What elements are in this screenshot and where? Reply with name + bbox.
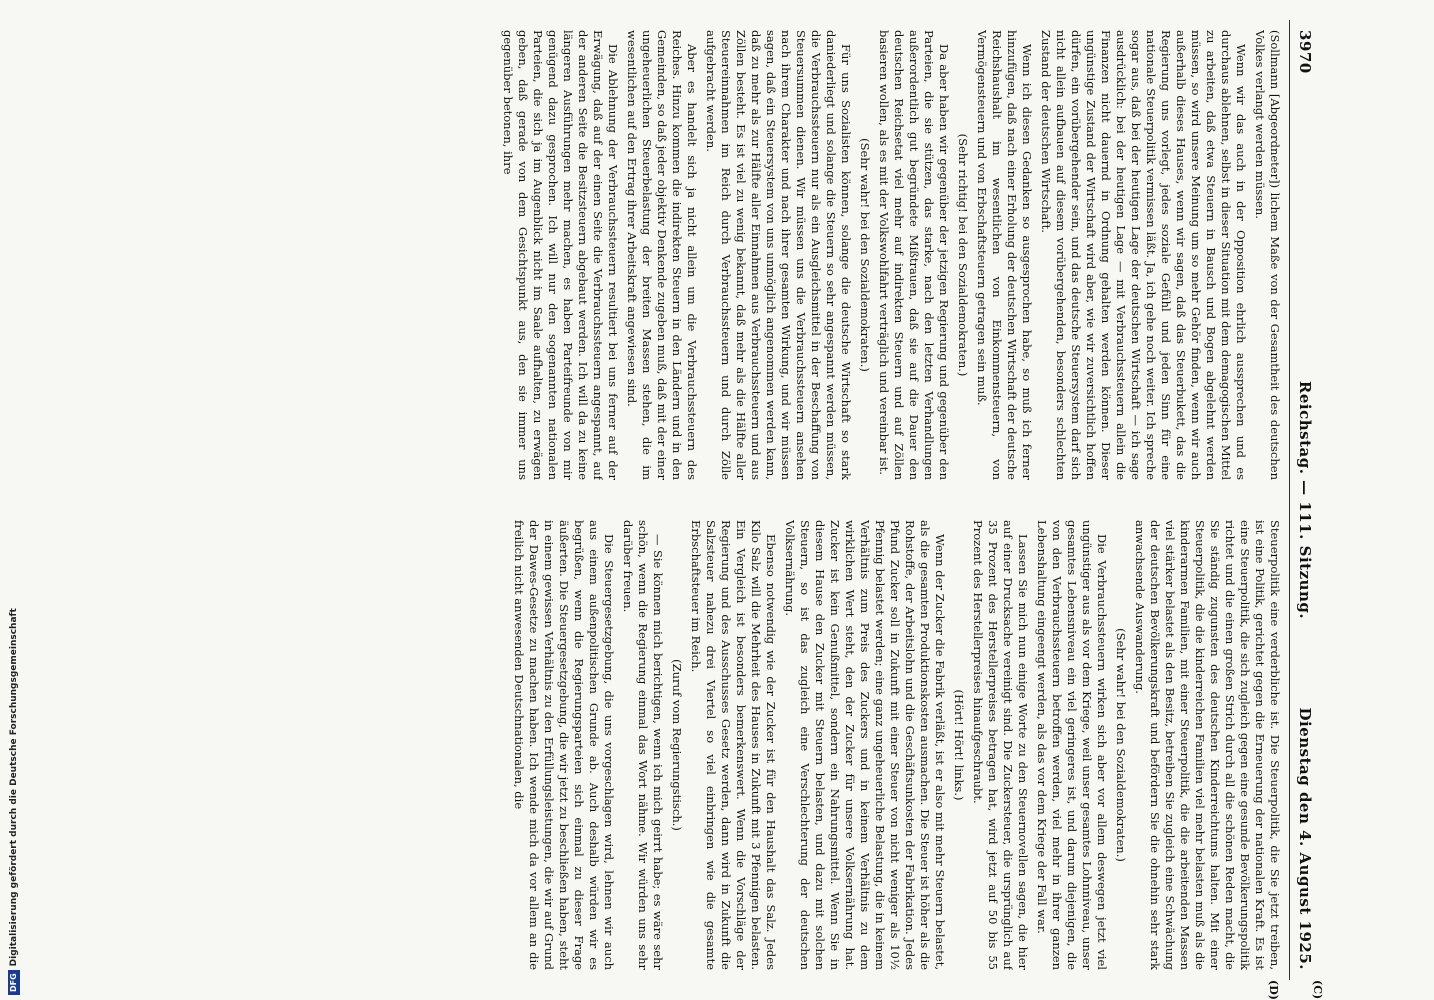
left-column bbox=[102, 30, 1282, 480]
paragraph: Steuerpolitik eine verderbliche ist. Die Steuerpolitik, die Sie jetzt treiben, ist eine Politik, gerichtet gegen die Erneuerung der nationalen Kraft. Es ist eine Steuerpolitik, die sich zugleich gegen eine gesunde Bevölkerungspolitik richtet und die einen großen Strich durch all die schönen Reden macht, die Sie ständig zugunsten des deutschen Kinderreichtums halten. Mit einer Steuerpolitik, die die kinderreichen Familien viel mehr belasten muß als die kinderarmen Familien, mit einer Steuerpolitik, die die arbeitenden Massen viel stärker belastet als den Besitz, betreiben Sie zugleich eine Schwächung der deutschen Bevölkerungskraft und befördern Sie die ohnehin sehr stark anwachsende Auswanderung. bbox=[1133, 520, 1282, 970]
paragraph: Aber es handelt sich ja nicht allein um die Verbrauchssteuern des Reiches. Hinzu kommen die indirekten Steuern in den Ländern und in den Gemeinden, so daß jeder objektiv Denkende zugeben muß, daß mit der einer ungeheuerlichen Steuerbelastung der breiten Massen stehen, die im wesentlichen auf den Ertrag ihrer Arbeitskraft angewiesen sind. bbox=[625, 30, 699, 480]
interjection: (Sehr wahr! bei den Sozialdemokraten.) bbox=[858, 138, 872, 372]
paragraph: Die Steuergesetzgebung, die uns vorgeschlagen wird, lehnen wir auch aus einem außenpolitischen Grunde ab. Auch deshalb würden wir es begrüßen, wenn die Regierungsparteien sich einmal zu dieser Frage äußerten. Die Steuergesetzgebung, die wir jetzt zu beschließen haben, steht in einem gewissen Verhältnis zu den Erfüllungsleistungen, die wir auf Grund der Dawes-Gesetze zu machen haben. Ich wende mich da vor allem an die freilich nicht anwesenden Deutschnationalen, die bbox=[512, 520, 616, 970]
paragraph: (Sollmann [Abgeordneter]) lichem Maße von der Gesamtheit des deutschen Volkes verlangt werden müssen. bbox=[1253, 30, 1282, 480]
rotated-page bbox=[90, 20, 1324, 1000]
paragraph: Da aber haben wir gegenüber der jetzigen Regierung und gegenüber den Parteien, die sie stützen, das starke, nach den letzten Verhandlungen außerordentlich gut begründete Mißtrauen, daß sie auf die Dauer den deutschen Reichsetat viel mehr auf indirekten Steuern und auf Zöllen basieren wollen, als es mit der Volkswohlfahrt verträglich und vereinbar ist. bbox=[877, 30, 951, 480]
page-title: Reichstag. — 111. Sitzung. bbox=[1296, 380, 1314, 620]
header-rule bbox=[1289, 20, 1290, 980]
paragraph: — Sie können mich berichtigen, wenn ich mich geirrt habe; es wäre sehr schön, wenn die Regierung einmal das Wort nähme. Wir würden uns sehr darüber freuen. bbox=[621, 520, 665, 970]
paragraph: Die Ablehnung der Verbrauchssteuern resultiert bei uns ferner auf der Erwägung, daß auf der einen Seite die Verbrauchssteuern angespannt, auf der anderen Seite die Besitzsteuern abgebaut werden. Ich will da zu keine längeren Ausführungen mehr machen, es haben Parteifreunde von mir genügend dazu gesprochen. Ich will nur den sogenannten nationalen Parteien, die sich ja im Augenblick nicht im Saale aufhalten, zu erwägen geben, daß gerade von dem Gesichtspunkt aus, den sie immer uns gegenüber betonen, ihre bbox=[501, 30, 620, 480]
paragraph: Für uns Sozialisten können, solange die deutsche Wirtschaft so stark daniederliegt und solange die Steuern so sehr angespannt werden müssen, die Verbrauchssteuern nur als ein Ausgleichsmittel in der Beschaffung von Steuersummen dienen. Wir müssen uns die Verbrauchssteuern ansehen nach ihrem Charakter und nach ihrer gesamten Wirkung, und wir müssen sagen, daß ein Steuersystem von uns unmöglich angenommen werden kann, daß zu mehr als zur Hälfte aller Einnahmen aus Verbrauchssteuern und aus Zöllen besteht. Es ist viel zu wenig bekannt, daß mehr als die Hälfte aller Steuereinnahmen im Reich durch Verbrauchssteuern und durch Zölle aufgebracht werden. bbox=[704, 30, 853, 480]
paragraph: Die Verbrauchssteuern wirken sich aber vor allem deswegen jetzt viel ungünstiger aus als vor dem Kriege, weil unser gesamtes Lohnniveau, unser gesamtes Lebensniveau ein viel geringeres ist, und darum diejenigen, die von den Verbrauchssteuern betroffen werden, viel mehr in ihrer ganzen Lebenshaltung eingeengt werden, als das vor dem Kriege der Fall war. bbox=[1035, 520, 1109, 970]
funding-note bbox=[6, 10, 22, 995]
paragraph: Lassen Sie mich nun einige Worte zu den Steuernovellen sagen, die hier auf einer Drucksache vereinigt sind. Die Zuckersteuer, die ursprünglich auf 35 Prozent des Herstellerpreises betragen hat, wird jetzt auf 50 bis 55 Prozent des Herstellerpreises hinaufgeschraubt. bbox=[971, 520, 1030, 970]
funding-text: Digitalisierung gefördert durch die Deutsche Forschungsgemeinschaft bbox=[9, 608, 19, 967]
interjection: (Sehr wahr! bei den Sozialdemokraten.) bbox=[1114, 628, 1128, 862]
paragraph: Ebenso notwendig wie der Zucker ist für den Haushalt das Salz. Jedes Kilo Salz will die Mehrheit des Hauses in Zukunft mit 3 Pfennigen belasten. Ein Vergleich ist besonders bemerkenswert. Wenn die Vorschläge der Regierung und des Ausschusses Gesetz werden, dann wird in Zukunft die Salzsteuer nahezu drei Viertel so viel einbringen wie die gesamte Erbschaftsteuer im Reich. bbox=[689, 520, 778, 970]
right-column bbox=[102, 520, 1282, 970]
paragraph: Wenn der Zucker die Fabrik verläßt, ist er also mit mehr Steuern belastet, als die gesamten Produktionskosten ausmachen. Die Steuer ist höher als die Rohstoffe, der Arbeitslohn und die Geschäftsunkosten der Fabrikation. Jedes Pfund Zucker soll in Zukunft mit einer Steuer von nicht weniger als 10½ Pfennig belastet werden; eine ganz ungeheuerliche Belastung, die in keinem Verhältnis zum Preis des Zuckers und in keinem Verhältnis zu dem wirklichen Wert steht, den der Zucker für unsere Volksernährung hat. Zucker ist kein Genußmittel, sondern ein Nahrungsmittel. Wenn Sie in diesem Hause den Zucker mit Steuern belasten, und dazu mit solchen Steuern, so ist das zugleich eine Verschlechterung der deutschen Volksernährung. bbox=[783, 520, 947, 970]
interjection: (Zuruf vom Regierungstisch.) bbox=[670, 659, 684, 831]
paragraph: Wenn ich diesen Gedanken so ausgesprochen habe, so muß ich ferner hinzufügen, daß nach einer Erholung der deutschen Wirtschaft der deutsche Reichshaushalt im wesentlichen von Einkommensteuern, von Vermögensteuern und von Erbschaftsteuern getragen sein muß. bbox=[975, 30, 1034, 480]
interjection: (Sehr richtig! bei den Sozialdemokraten.) bbox=[956, 133, 970, 377]
page-number: 3970 bbox=[1296, 30, 1314, 74]
sidebar bbox=[6, 10, 22, 995]
dfg-logo: DFG bbox=[8, 970, 20, 995]
interjection: (Hört! Hört! links.) bbox=[952, 689, 966, 801]
session-date: Dienstag den 4. August 1925. bbox=[1296, 707, 1314, 970]
page-header bbox=[1292, 20, 1320, 980]
paragraph: Wenn wir das auch in der Opposition ehrlich aussprechen und es durchaus ablehnen, selbst in dieser Situation mit dem demagogischen Mittel zu arbeiten, daß etwa Steuern in Bausch und Bogen abgelehnt werden müssen, so wird unsere Meinung um so mehr Gehör finden, wenn wir auch außerhalb dieses Hauses, wenn wir sagen, daß das Steuerbukett, das die Regierung uns vorlegt, jedes soziale Gefühl und jeden Sinn für eine nationale Steuerpolitik vermissen läßt. Ja, ich gehe noch weiter. Ich spreche sogar aus, daß bei der heutigen Lage der deutschen Wirtschaft — ich sage ausdrücklich: bei der heutigen Lage — mit Verbrauchssteuern allein die Finanzen nicht dauernd in Ordnung gehalten werden können. Dieser ungünstige Zustand der Wirtschaft wird aber, wie wir zuversichtlich hoffen dürfen, ein vorübergehender sein, und das deutsche Steuersystem darf sich nicht allein aufbauen auf diesem vorübergehenden, besonders schlechten Zustand der deutschen Wirtschaft. bbox=[1039, 30, 1248, 480]
margin-mark-c: (C) bbox=[1311, 980, 1324, 1000]
margin-mark-d: (D) bbox=[1267, 980, 1280, 1000]
